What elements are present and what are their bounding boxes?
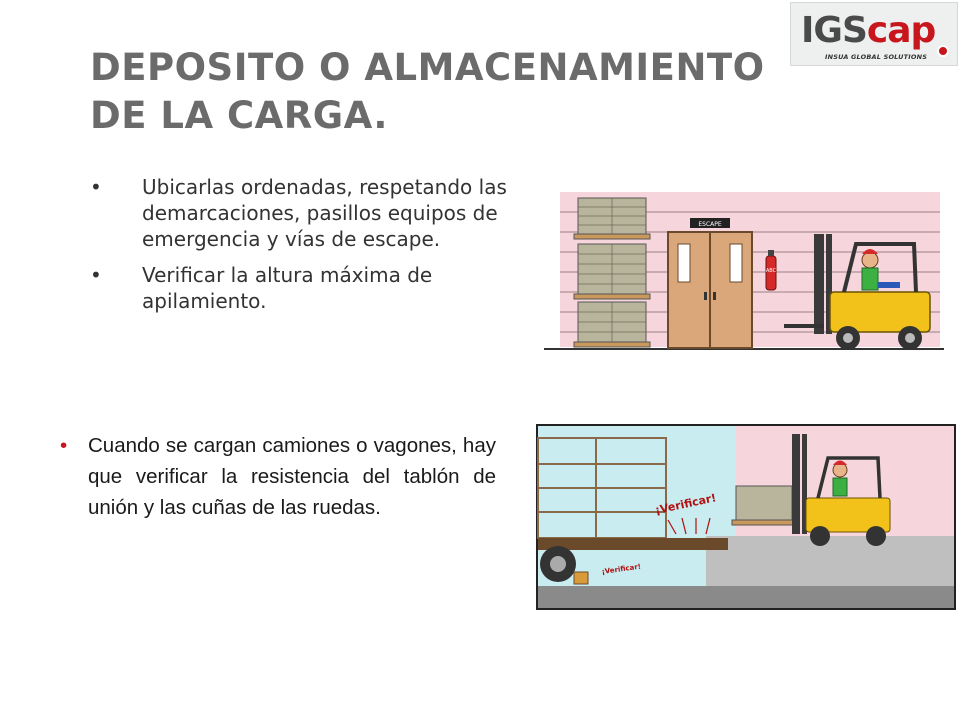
logo-brand-right: cap [866, 10, 936, 51]
wheel-chock [574, 572, 588, 584]
exit-doors [668, 232, 752, 348]
bullet-list-top [90, 174, 510, 324]
verify-label-chock: ¡Verificar! [601, 562, 642, 576]
logo-tagline: INSUA GLOBAL SOLUTIONS [825, 53, 928, 61]
ground [538, 586, 954, 608]
extinguisher-label: ABC [765, 268, 777, 274]
bullet-item [60, 430, 496, 523]
dock-platform [706, 536, 954, 586]
bullet-dot-icon: • [90, 263, 102, 287]
bullet-dot-icon: • [90, 175, 102, 199]
warehouse-forklift-illustration [544, 192, 944, 362]
bullet-text: Cuando se cargan camiones o vagones, hay que verificar la resistencia del tablón de unión y las cuñas de las ruedas. [88, 434, 496, 519]
bullet-text: Verificar la altura máxima de apilamiento. [142, 263, 433, 313]
loading-dock-illustration [536, 424, 956, 610]
bullet-item [90, 174, 510, 252]
slide-title: DEPOSITO O ALMACENAMIENTO DE LA CARGA. [90, 46, 765, 137]
fire-extinguisher-icon [766, 250, 777, 290]
bullet-item [90, 262, 510, 314]
bullet-text: Ubicarlas ordenadas, respetando las demarcaciones, pasillos equipos de emergencia y vías de escape. [142, 175, 507, 251]
bullet-dot-icon: • [60, 434, 68, 457]
logo-mark-icon [937, 45, 949, 57]
logo-brand-left: IGS [801, 10, 867, 51]
pallet-load [736, 486, 792, 520]
bullet-list-bottom [60, 430, 496, 523]
exit-sign-text: ESCAPE [698, 221, 722, 228]
stacked-sacks [574, 198, 650, 347]
verify-label-board: ¡Verificar! [653, 491, 718, 517]
